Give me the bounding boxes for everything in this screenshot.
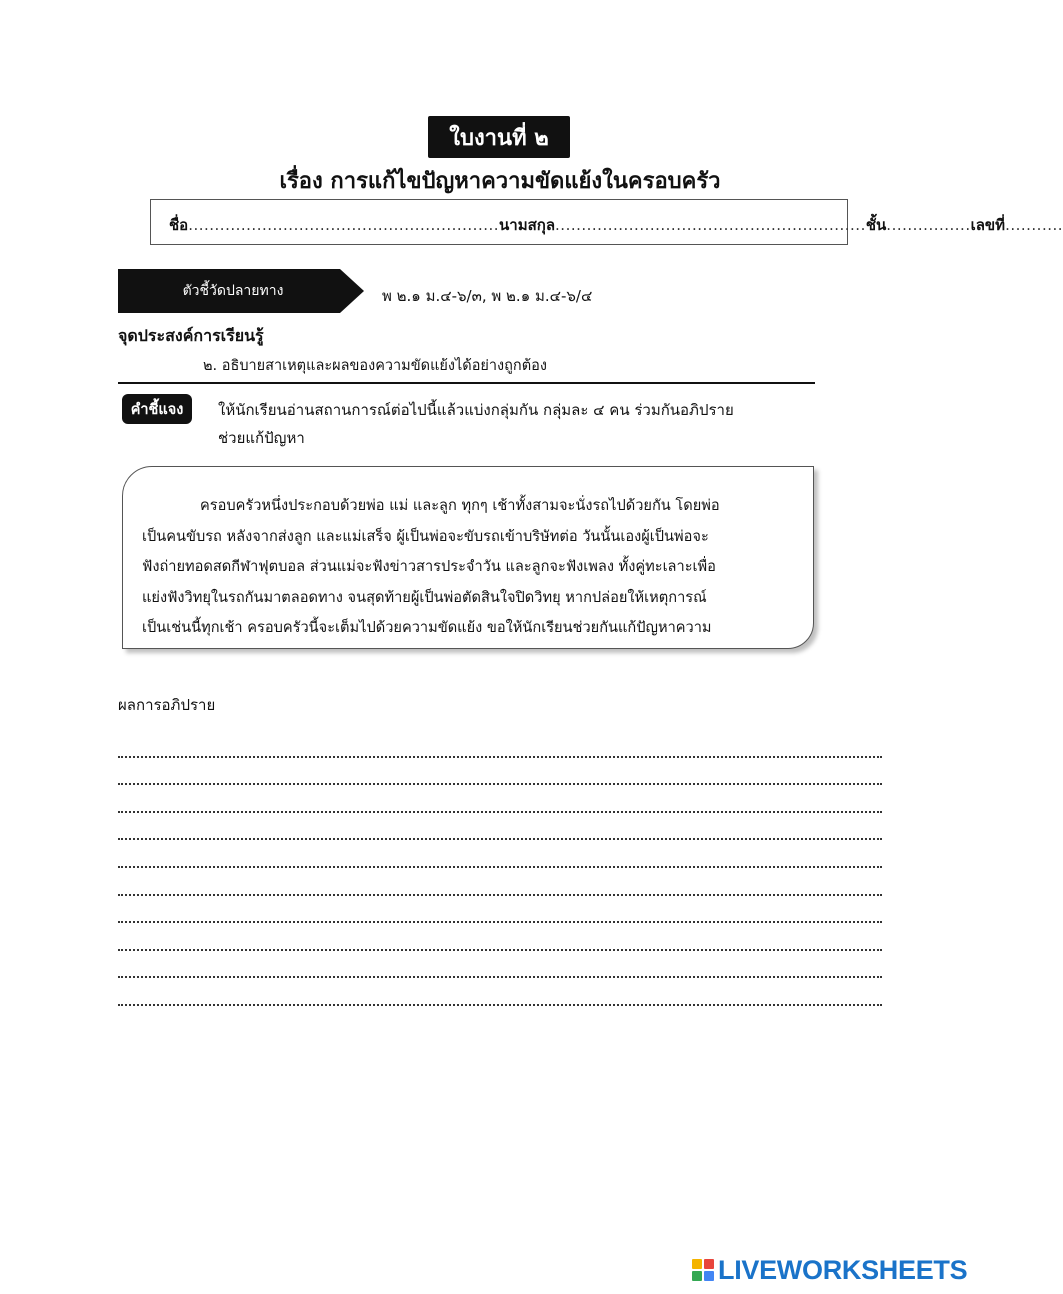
scenario-line: แย่งฟังวิทยุในรถกันมาตลอดทาง จนสุดท้ายผู้เป็นพ่อตัดสินใจปิดวิทยุ หากปล่อยให้เหตุการณ์ [142, 588, 707, 606]
answer-line[interactable] [118, 868, 882, 896]
name-field[interactable]: ........................................................... [188, 216, 500, 234]
discussion-label: ผลการอภิปราย [118, 696, 216, 714]
surname-label: นามสกุล [499, 216, 556, 234]
answer-line[interactable] [118, 978, 882, 1006]
objective-item: ๒. อธิบายสาเหตุและผลของความขัดแย้งได้อย่างถูกต้อง [203, 358, 547, 374]
indicator-value: พ ๒.๑ ม.๔-๖/๓, พ ๒.๑ ม.๔-๖/๔ [382, 287, 593, 305]
answer-line[interactable] [118, 730, 882, 758]
answer-line[interactable] [118, 840, 882, 868]
answer-line[interactable] [118, 813, 882, 841]
scenario-line: เป็นคนขับรถ หลังจากส่งลูก และแม่เสร็จ ผู้เป็นพ่อจะขับรถเข้าบริษัทต่อ วันนั้นเองผู้เป็นพ่อจะ [142, 527, 709, 545]
logo-text: LIVEWORKSHEETS [718, 1254, 968, 1285]
number-field[interactable]: ........... [1005, 216, 1063, 234]
scenario-text [142, 491, 790, 644]
number-label: เลขที่ [970, 216, 1006, 234]
scenario-line: ครอบครัวหนึ่งประกอบด้วยพ่อ แม่ และลูก ทุกๆ เช้าทั้งสามจะนั่งรถไปด้วยกัน โดยพ่อ [200, 497, 720, 514]
answer-line[interactable] [118, 923, 882, 951]
instruction-text [218, 396, 798, 452]
logo-icon [692, 1259, 714, 1281]
instruction-line-2: ช่วยแก้ปัญหา [218, 429, 305, 447]
name-label: ชื่อ [169, 216, 189, 234]
answer-area[interactable] [118, 730, 882, 1006]
objective-heading: จุดประสงค์การเรียนรู้ [118, 326, 264, 345]
student-info-box [150, 199, 1063, 245]
class-label: ชั้น [865, 216, 887, 234]
liveworksheets-logo [692, 1255, 967, 1285]
scenario-line: เป็นเช่นนี้ทุกเช้า ครอบครัวนี้จะเต็มไปด้วยความขัดแย้ง ขอให้นักเรียนช่วยกันแก้ปัญหาความ [142, 619, 712, 636]
scenario-line: ฟังถ่ายทอดสดกีฬาฟุตบอล ส่วนแม่จะฟังข่าวสารประจำวัน และลูกจะฟังเพลง ทั้งคู่ทะเลาะเพื่อ [142, 558, 716, 575]
answer-line[interactable] [118, 951, 882, 979]
answer-line[interactable] [118, 758, 882, 786]
indicator-label: ตัวชี้วัดปลายทาง [182, 283, 284, 299]
student-info-row [169, 213, 1063, 237]
answer-line[interactable] [118, 896, 882, 924]
instruction-badge: คำชี้แจง [122, 394, 192, 424]
surname-field[interactable]: ........................................................... [555, 216, 866, 234]
answer-line[interactable] [118, 785, 882, 813]
worksheet-number-badge: ใบงานที่ ๒ [428, 116, 570, 158]
class-field[interactable]: ................ [886, 216, 971, 234]
instruction-line-1: ให้นักเรียนอ่านสถานการณ์ต่อไปนี้แล้วแบ่งกลุ่มกัน กลุ่มละ ๔ คน ร่วมกันอภิปราย [218, 401, 734, 419]
section-divider [118, 382, 815, 384]
worksheet-title: เรื่อง การแก้ไขปัญหาความขัดแย้งในครอบครัว [279, 169, 721, 194]
